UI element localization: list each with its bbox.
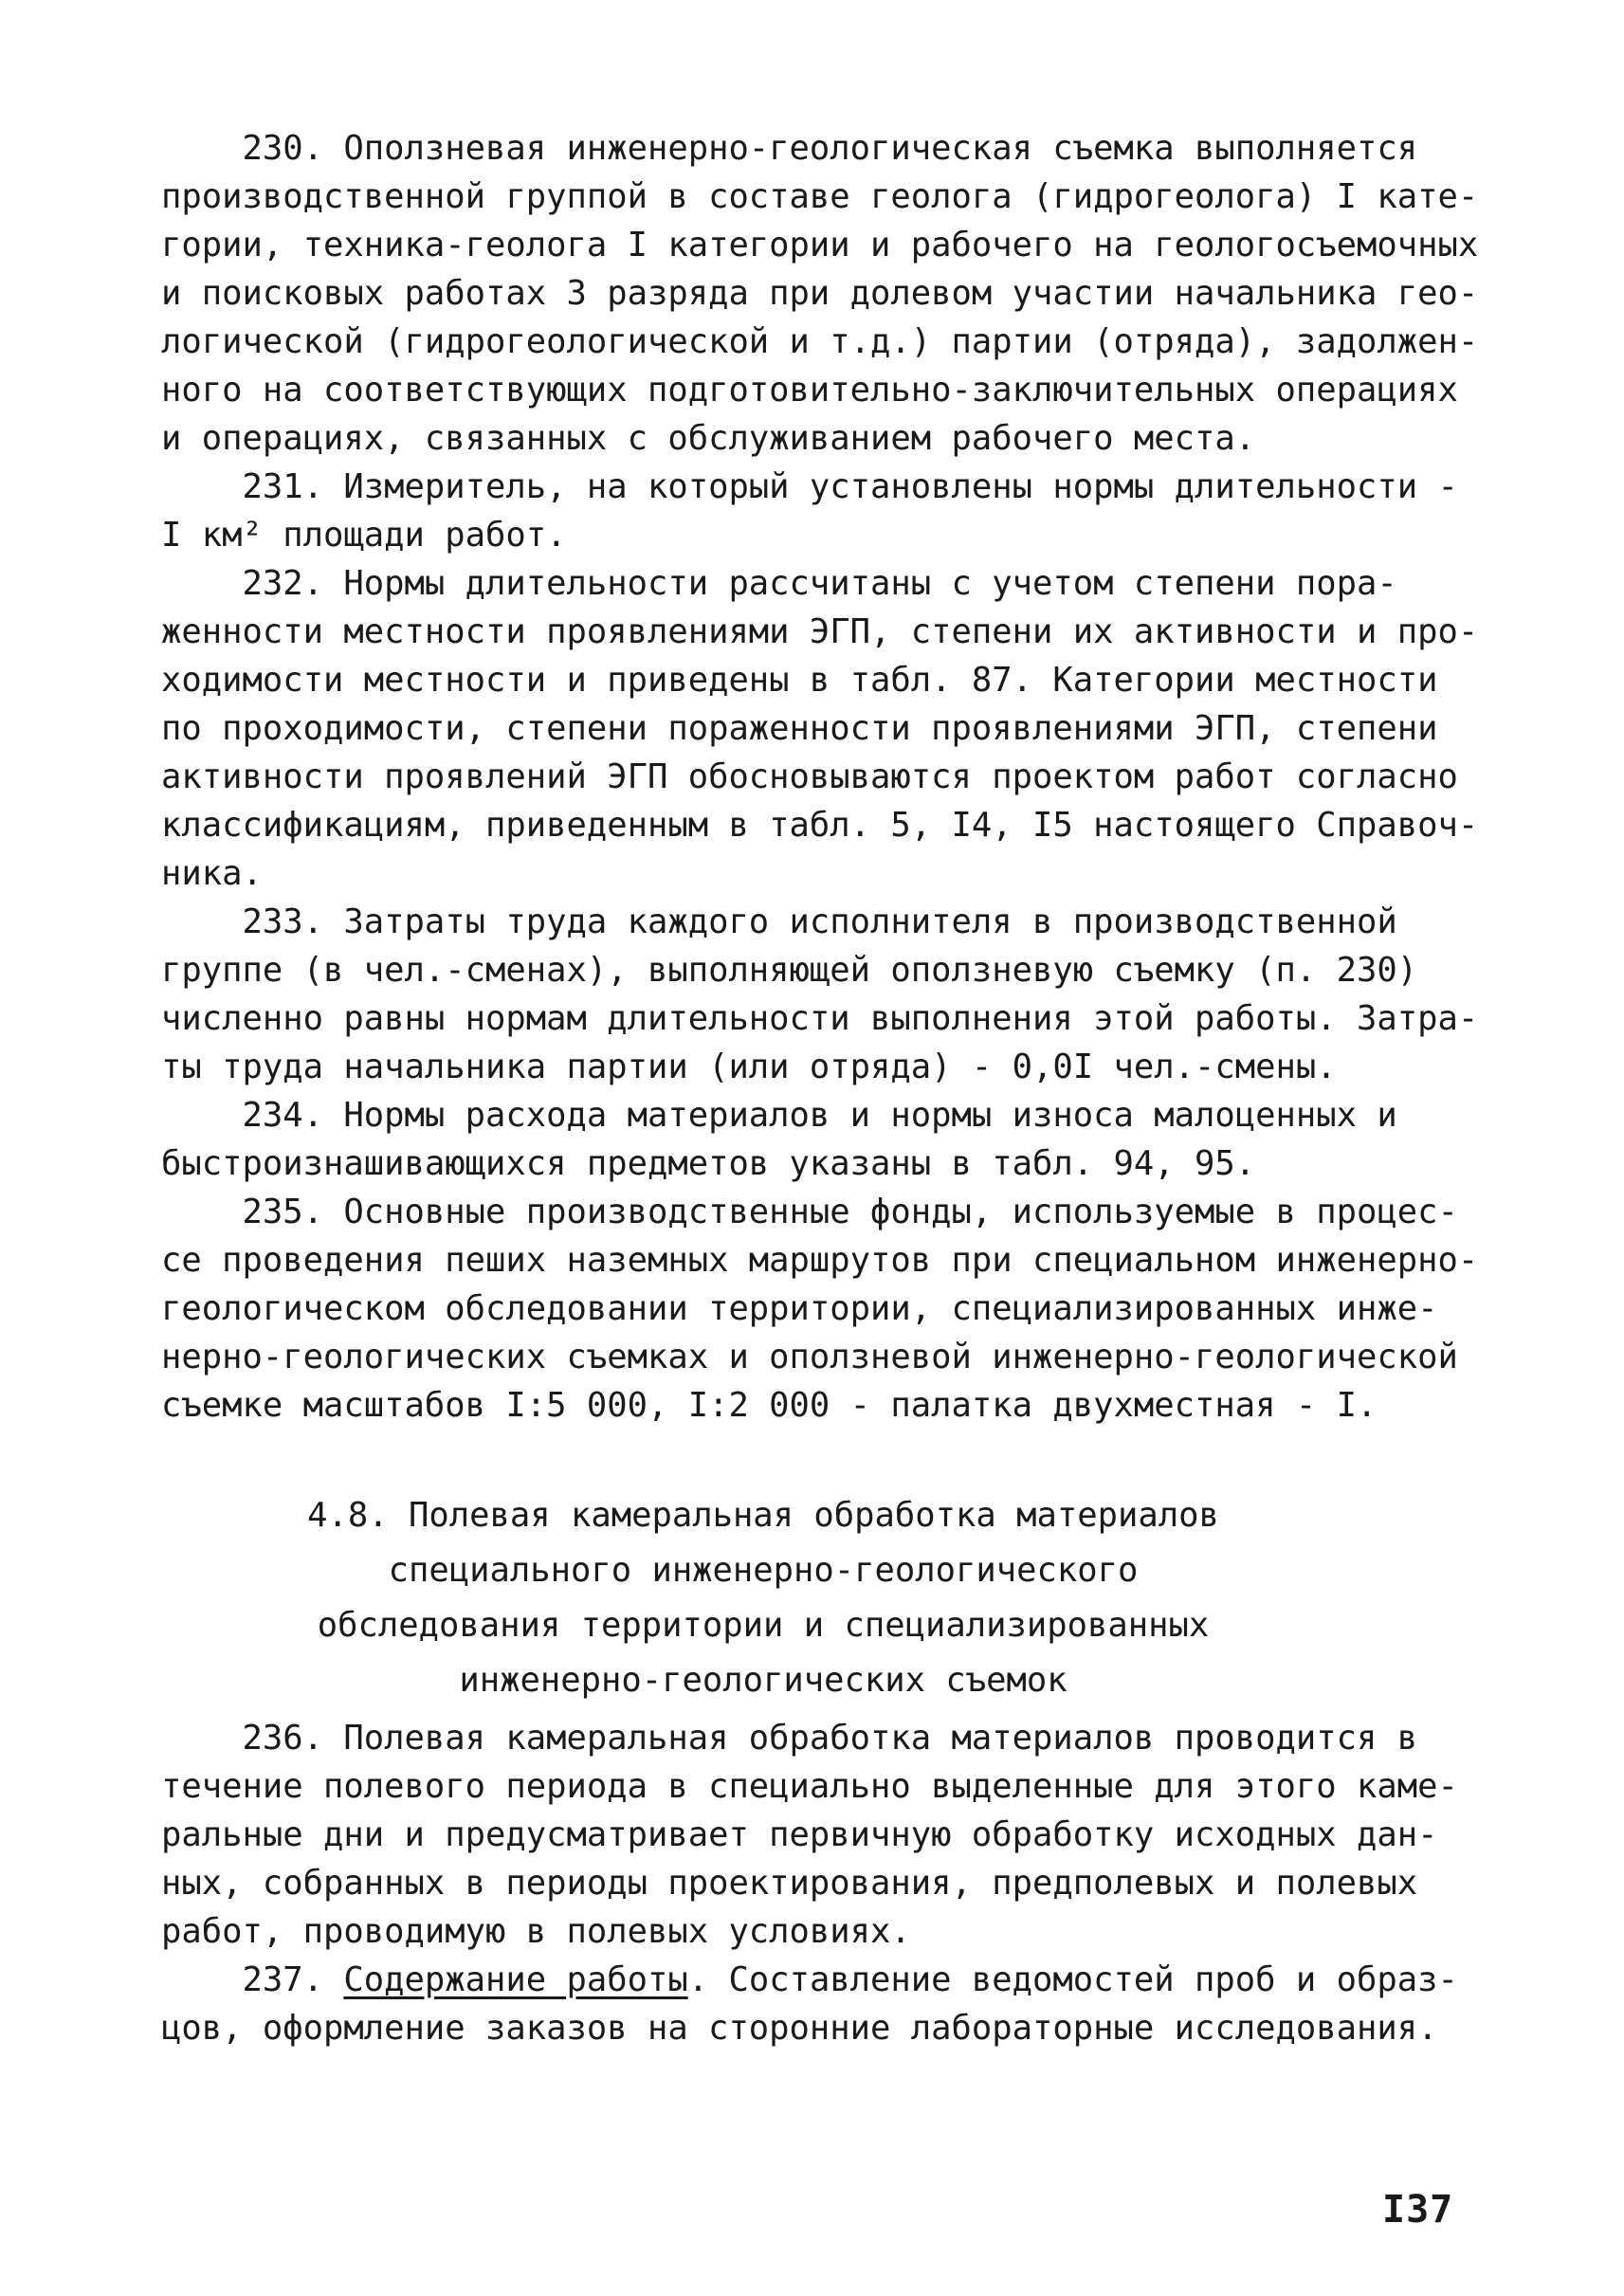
page-number: I37 — [1382, 2188, 1454, 2232]
text-line: ного на соответствующих подготовительно-заключительных операциях — [161, 371, 1458, 410]
text-line: геологическом обследовании территории, специализированных инже- — [161, 1289, 1438, 1328]
text-line: съемке масштабов I:5 000, I:2 000 - палатка двухместная - I. — [161, 1386, 1378, 1425]
text-line: ральные дни и предусматривает первичную обработку исходных дан- — [161, 1815, 1438, 1854]
text-line: 230. Оползневая инженерно-геологическая съемка выполняется — [161, 129, 1418, 168]
text-line: 233. Затраты труда каждого исполнителя в производственной — [161, 902, 1397, 941]
heading-line: специального инженерно-геологического — [388, 1551, 1139, 1590]
text-line: и поисковых работах 3 разряда при долевом участии начальника гео- — [161, 274, 1479, 313]
text-line: классификациям, приведенным в табл. 5, I4, I5 настоящего Справоч- — [161, 806, 1479, 845]
text-line: течение полевого периода в специально выделенные для этого каме- — [161, 1767, 1458, 1806]
section-heading — [161, 1488, 1365, 1708]
text-line: 231. Измеритель, на который установлены нормы длительности - — [161, 467, 1458, 506]
paragraph-237-line-2: цов, оформление заказов на сторонние лабораторные исследования. — [161, 2009, 1438, 2048]
text-line: се проведения пеших наземных маршрутов при специальном инженерно- — [161, 1241, 1479, 1280]
text-line: и операциях, связанных с обслуживанием рабочего места. — [161, 419, 1256, 458]
text-line: производственной группой в составе геолога (гидрогеолога) I кате- — [161, 177, 1479, 216]
heading-line: 4.8. Полевая камеральная обработка материалов — [307, 1496, 1219, 1535]
heading-line: инженерно-геологических съемок — [459, 1661, 1067, 1700]
text-line: гории, техника-геолога I категории и рабочего на геологосъемочных — [161, 226, 1479, 264]
text-line: группе (в чел.-сменах), выполняющей оползневую съемку (п. 230) — [161, 951, 1418, 990]
text-line: численно равны нормам длительности выполнения этой работы. Затра- — [161, 999, 1479, 1038]
heading-line: обследования территории и специализированных — [317, 1606, 1210, 1645]
text-line: логической (гидрогеологической и т.д.) партии (отряда), задолжен- — [161, 322, 1479, 361]
text-line: I км² площади работ. — [161, 516, 567, 555]
text-line: 234. Нормы расхода материалов и нормы износа малоценных и — [161, 1096, 1397, 1135]
body-section-2 — [161, 1714, 1460, 2052]
body-section-1 — [161, 124, 1479, 1430]
text-line: работ, проводимую в полевых условиях. — [161, 1912, 911, 1951]
text-line: ника. — [161, 854, 263, 893]
text-line: женности местности проявлениями ЭГП, степени их активности и про- — [161, 612, 1479, 651]
text-line: 232. Нормы длительности рассчитаны с учетом степени пора- — [161, 564, 1397, 603]
text-line: по проходимости, степени пораженности проявлениями ЭГП, степени — [161, 709, 1438, 748]
text-line: ных, собранных в периоды проектирования, предполевых и полевых — [161, 1864, 1418, 1903]
paragraph-237-line-1 — [161, 1956, 1460, 2004]
text-line: 236. Полевая камеральная обработка материалов проводится в — [161, 1719, 1418, 1758]
text-line: нерно-геологических съемках и оползневой инженерно-геологической — [161, 1338, 1458, 1376]
text-line: 235. Основные производственные фонды, используемые в процес- — [161, 1193, 1458, 1231]
paragraph-237-rest: . Составление ведомостей проб и образ- — [687, 1960, 1458, 1999]
paragraph-237-prefix: 237. — [161, 1960, 344, 1999]
work-content-label: Содержание работы — [343, 1960, 688, 1999]
text-line: быстроизнашивающихся предметов указаны в табл. 94, 95. — [161, 1144, 1256, 1183]
text-line: ходимости местности и приведены в табл. 87. Категории местности — [161, 661, 1438, 700]
text-line: ты труда начальника партии (или отряда) - 0,0I чел.-смены. — [161, 1048, 1337, 1086]
text-line: активности проявлений ЭГП обосновываются проектом работ согласно — [161, 757, 1458, 796]
